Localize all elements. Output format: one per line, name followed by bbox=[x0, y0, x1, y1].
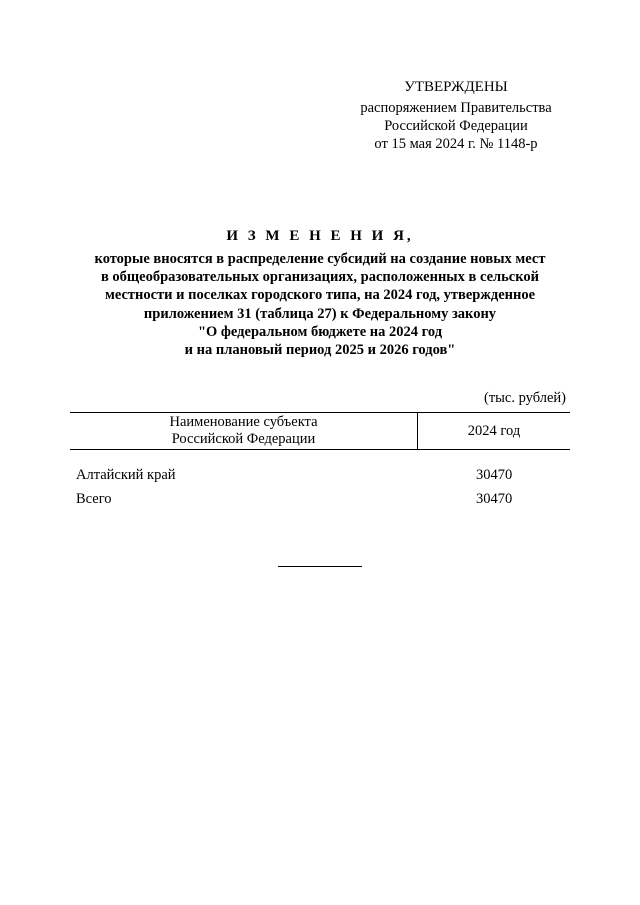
document-title: И З М Е Н Е Н И Я, bbox=[226, 228, 414, 244]
end-divider bbox=[278, 566, 362, 567]
approval-heading: УТВЕРЖДЕНЫ bbox=[404, 79, 508, 95]
table-header bbox=[70, 412, 570, 450]
approval-line-3: от 15 мая 2024 г. № 1148-р bbox=[374, 136, 538, 152]
row-subject-name: Всего bbox=[76, 491, 112, 507]
header-subject-line-2: Российской Федерации bbox=[171, 431, 316, 447]
row-subject-name: Алтайский край bbox=[76, 467, 176, 483]
row-value: 30470 bbox=[476, 491, 513, 507]
subtitle-line: "О федеральном бюджете на 2024 год bbox=[197, 323, 443, 340]
header-subject-line-1: Наименование субъекта bbox=[169, 414, 318, 430]
subtitle-line: в общеобразовательных организациях, расположенных в сельской bbox=[100, 269, 540, 286]
header-subject-name bbox=[70, 413, 418, 449]
table-row bbox=[76, 467, 570, 487]
subtitle-line: местности и поселках городского типа, на 2024 год, утвержденное bbox=[104, 287, 536, 304]
units-label: (тыс. рублей) bbox=[484, 390, 566, 406]
document-subtitle bbox=[60, 250, 580, 359]
approval-block bbox=[340, 78, 572, 153]
approval-line-1: распоряжением Правительства bbox=[360, 100, 552, 116]
table-row bbox=[76, 491, 570, 511]
header-year: 2024 год bbox=[467, 423, 521, 439]
subtitle-line: приложением 31 (таблица 27) к Федеральному закону bbox=[143, 305, 497, 322]
approval-line-2: Российской Федерации bbox=[384, 118, 528, 134]
subtitle-line: и на плановый период 2025 и 2026 годов" bbox=[184, 342, 456, 359]
subtitle-line: которые вносятся в распределение субсидий на создание новых мест bbox=[94, 251, 546, 267]
row-value: 30470 bbox=[476, 467, 513, 483]
